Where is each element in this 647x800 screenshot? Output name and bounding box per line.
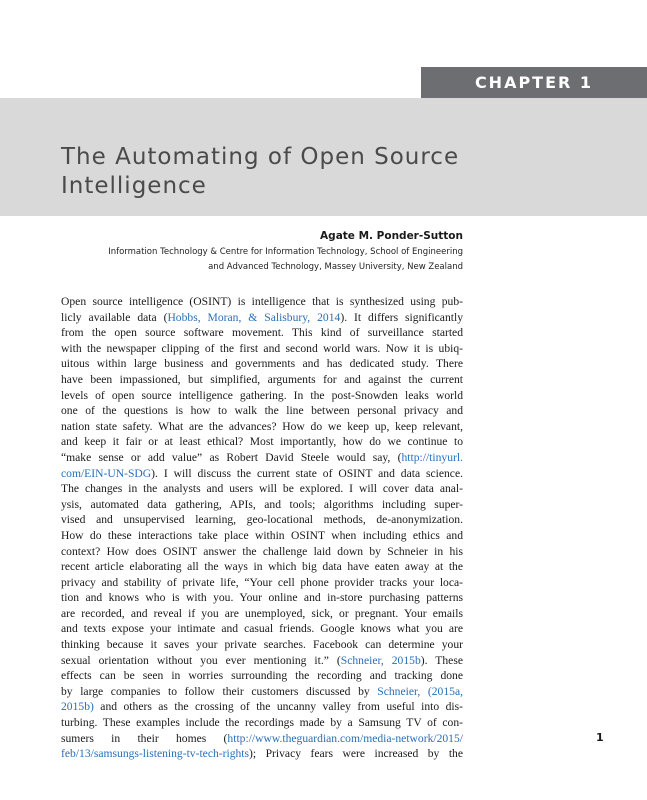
body-text-run: and texts expose your intimate and casual friends. Google knows what you are bbox=[61, 622, 463, 636]
chapter-label: CHAPTER 1 bbox=[421, 67, 647, 98]
body-line bbox=[61, 668, 463, 684]
body-text-run: and keep it fair or at least ethical? Most importantly, how do we continue to bbox=[61, 435, 463, 449]
citation-link[interactable]: 2015b) bbox=[61, 700, 94, 714]
body-line bbox=[61, 325, 463, 341]
body-text-run: The changes in the analysts and users will be explored. I will cover data anal- bbox=[61, 482, 463, 496]
body-line bbox=[61, 294, 463, 310]
body-line bbox=[61, 575, 463, 591]
chapter-title-line-1: The Automating of Open Source bbox=[61, 144, 460, 170]
body-text-run: and others as the crossing of the uncanny valley from useful into dis- bbox=[93, 700, 463, 714]
body-text-run: ). I will discuss the current state of OSINT and data science. bbox=[151, 466, 463, 480]
body-line bbox=[61, 699, 463, 715]
body-line bbox=[61, 434, 463, 450]
body-line bbox=[61, 715, 463, 731]
citation-link[interactable]: Hobbs, Moran, & Salisbury, 2014 bbox=[167, 310, 341, 324]
affiliation-line-1: Information Technology & Centre for Information Technology, School of Engineering bbox=[108, 247, 463, 257]
body-line bbox=[61, 731, 463, 747]
body-text-run: How do these interactions take place within OSINT when including ethics and bbox=[61, 528, 463, 542]
body-text-run: effects can be seen in worries surrounding the recording and tracking done bbox=[61, 669, 463, 683]
body-text-run: uitous within large business and governments and has dedicated study. There bbox=[61, 357, 463, 371]
body-line bbox=[61, 450, 463, 466]
page-number: 1 bbox=[596, 731, 604, 744]
body-text-run: are recorded, and reveal if you are unemployed, sick, or pregnant. Your emails bbox=[61, 606, 463, 620]
body-text-run: ysis, automated data gathering, APIs, and tools; algorithms including super- bbox=[61, 497, 463, 511]
citation-link[interactable]: Schneier, (2015a, bbox=[377, 684, 463, 698]
author-affiliation bbox=[108, 245, 463, 275]
body-line bbox=[61, 372, 463, 388]
body-text-run: thinking because it saves your private searches. Facebook can determine your bbox=[61, 638, 463, 652]
body-text-run: “make sense or add value” as Robert David Steele would say, ( bbox=[61, 450, 402, 464]
body-text-run: levels of open source intelligence gathering. In the post-Snowden leaks world bbox=[61, 388, 463, 402]
body-line bbox=[61, 621, 463, 637]
body-line bbox=[61, 310, 463, 326]
body-text-run: turbing. These examples include the recordings made by a Samsung TV of con- bbox=[61, 716, 463, 730]
body-line bbox=[61, 481, 463, 497]
citation-link[interactable]: http://tinyurl. bbox=[401, 450, 463, 464]
citation-link[interactable]: http://www.theguardian.com/media-network/2015/ bbox=[227, 731, 463, 745]
body-text-run: have been impassioned, but simplified, arguments for and against the current bbox=[61, 372, 463, 386]
citation-link[interactable]: Schneier, 2015b bbox=[340, 653, 421, 667]
body-line bbox=[61, 497, 463, 513]
body-text-run: privacy and stability of private life, “Your cell phone provider tracks your loca- bbox=[61, 575, 463, 589]
citation-link[interactable]: com/EIN-UN-SDG bbox=[61, 466, 152, 480]
body-text-run: ). These bbox=[420, 653, 463, 667]
body-line bbox=[61, 590, 463, 606]
body-line bbox=[61, 356, 463, 372]
body-line bbox=[61, 684, 463, 700]
body-text-run: nation state safety. What are the advances? How do we keep up, keep relevant, bbox=[61, 419, 463, 433]
author-name: Agate M. Ponder-Sutton bbox=[320, 230, 463, 242]
body-text-run: with the newspaper clipping of the first and second world wars. Now it is ubiq- bbox=[61, 341, 463, 355]
body-text-run: tion and knows who is with you. Your online and in-store purchasing patterns bbox=[61, 591, 463, 605]
body-text-run: licly available data ( bbox=[61, 310, 168, 324]
body-line bbox=[61, 403, 463, 419]
affiliation-line-2: and Advanced Technology, Massey University, New Zealand bbox=[208, 262, 463, 272]
chapter-title bbox=[61, 143, 501, 201]
body-line bbox=[61, 419, 463, 435]
body-text-run: from the open source software movement. This kind of surveillance started bbox=[61, 326, 463, 340]
body-text-run: by large companies to follow their customers discussed by bbox=[61, 684, 378, 698]
citation-link[interactable]: feb/13/samsungs-listening-tv-tech-rights bbox=[61, 747, 250, 761]
body-text-run: Open source intelligence (OSINT) is intelligence that is synthesized using pub- bbox=[61, 295, 463, 308]
body-line bbox=[61, 528, 463, 544]
body-line bbox=[61, 653, 463, 669]
body-line bbox=[61, 606, 463, 622]
body-line bbox=[61, 637, 463, 653]
body-text-run: vised and unsupervised learning, geo-locational methods, de-anonymization. bbox=[61, 513, 463, 527]
body-text-run: sexual orientation without you ever mentioning it.” ( bbox=[61, 653, 341, 667]
body-text-run: ); Privacy fears were increased by the bbox=[249, 747, 463, 761]
body-text-run: sumers in their homes ( bbox=[61, 731, 228, 745]
body-text-run: recent article elaborating all the ways in which big data have eaten away at the bbox=[61, 560, 463, 574]
body-text-run: ). It differs significantly bbox=[340, 310, 463, 324]
body-line bbox=[61, 341, 463, 357]
body-text-run: one of the questions is how to walk the line between personal privacy and bbox=[61, 404, 463, 418]
body-line bbox=[61, 544, 463, 560]
body-line bbox=[61, 466, 463, 482]
body-line bbox=[61, 559, 463, 575]
body-text-run: context? How does OSINT answer the challenge laid down by Schneier in his bbox=[61, 544, 463, 558]
chapter-title-line-2: Intelligence bbox=[61, 173, 207, 199]
body-line bbox=[61, 388, 463, 404]
body-line bbox=[61, 746, 463, 762]
body-line bbox=[61, 512, 463, 528]
body-paragraph bbox=[61, 294, 463, 762]
